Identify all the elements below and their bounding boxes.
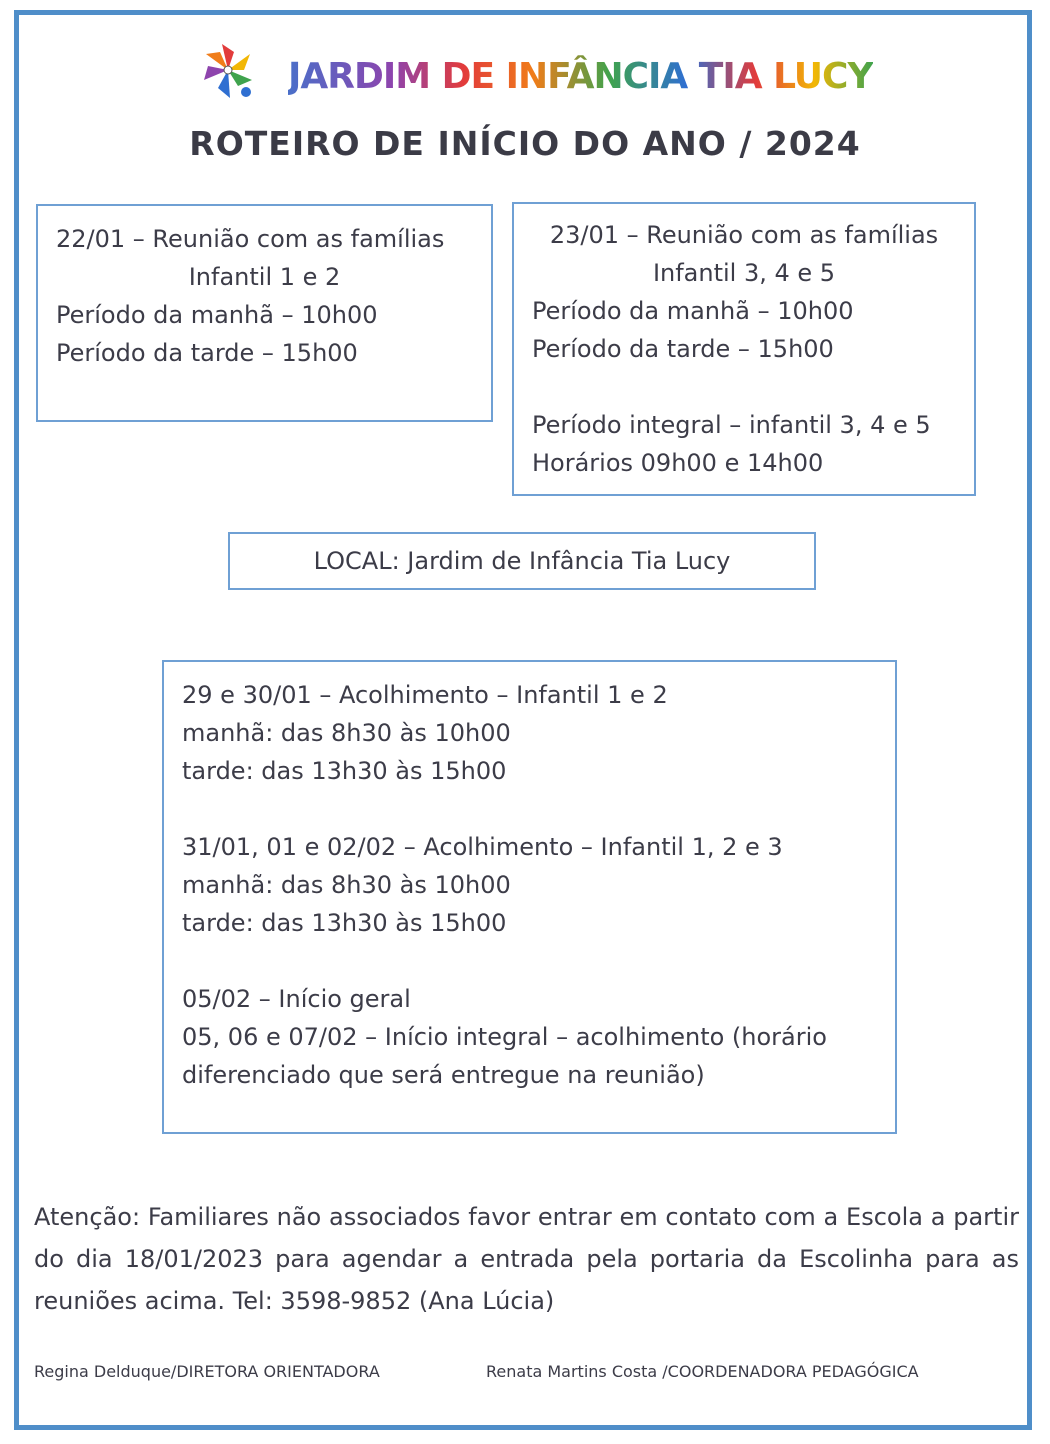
meeting-afternoon: Período da tarde – 15h00 (532, 335, 834, 363)
pinwheel-logo-icon (200, 40, 256, 102)
schedule-start: 05/02 – Início geral (182, 985, 411, 1013)
schedule-block2-title: 31/01, 01 e 02/02 – Acolhimento – Infantil 1, 2 e 3 (182, 833, 783, 861)
meeting-integral-times: Horários 09h00 e 14h00 (532, 449, 824, 477)
schedule-block1-morning: manhã: das 8h30 às 10h00 (182, 719, 511, 747)
schedule-box (162, 660, 897, 1134)
schedule-integral-line2: diferenciado que será entregue na reunião) (182, 1061, 705, 1089)
schedule-block1-title: 29 e 30/01 – Acolhimento – Infantil 1 e 2 (182, 681, 668, 709)
school-name-text: JARDIM DE INFÂNCIA TIA LUCY (288, 52, 873, 102)
document-title: ROTEIRO DE INÍCIO DO ANO / 2024 (189, 124, 861, 163)
meeting-morning: Período da manhã – 10h00 (56, 301, 378, 329)
meeting-integral: Período integral – infantil 3, 4 e 5 (532, 411, 931, 439)
meeting-afternoon: Período da tarde – 15h00 (56, 339, 358, 367)
location-box (228, 532, 816, 590)
meeting-box-infantil-3-4-5 (512, 202, 976, 496)
meeting-group: Infantil 1 e 2 (188, 263, 341, 291)
meeting-morning: Período da manhã – 10h00 (532, 297, 854, 325)
attention-note: Atenção: Familiares não associados favor entrar em contato com a Escola a partir do dia 18/01/2023 para agendar a entrada pela portaria da Escolinha para as reuniões acima. Tel: 3598-9852 (Ana Lúcia) (34, 1203, 1019, 1315)
meeting-title: 23/01 – Reunião com as famílias (549, 221, 939, 249)
meeting-box-infantil-1-2 (36, 204, 493, 422)
schedule-block1-afternoon: tarde: das 13h30 às 15h00 (182, 757, 507, 785)
schedule-integral-line1: 05, 06 e 07/02 – Início integral – acolhimento (horário (182, 1023, 827, 1051)
meeting-group: Infantil 3, 4 e 5 (652, 259, 836, 287)
school-name (288, 52, 873, 102)
location-text: LOCAL: Jardim de Infância Tia Lucy (313, 547, 731, 575)
meeting-title: 22/01 – Reunião com as famílias (56, 225, 445, 253)
schedule-block2-morning: manhã: das 8h30 às 10h00 (182, 871, 511, 899)
signature-coordinator: Renata Martins Costa /COORDENADORA PEDAGÓGICA (486, 1362, 919, 1381)
schedule-block2-afternoon: tarde: das 13h30 às 15h00 (182, 909, 507, 937)
signature-director: Regina Delduque/DIRETORA ORIENTADORA (34, 1362, 380, 1381)
